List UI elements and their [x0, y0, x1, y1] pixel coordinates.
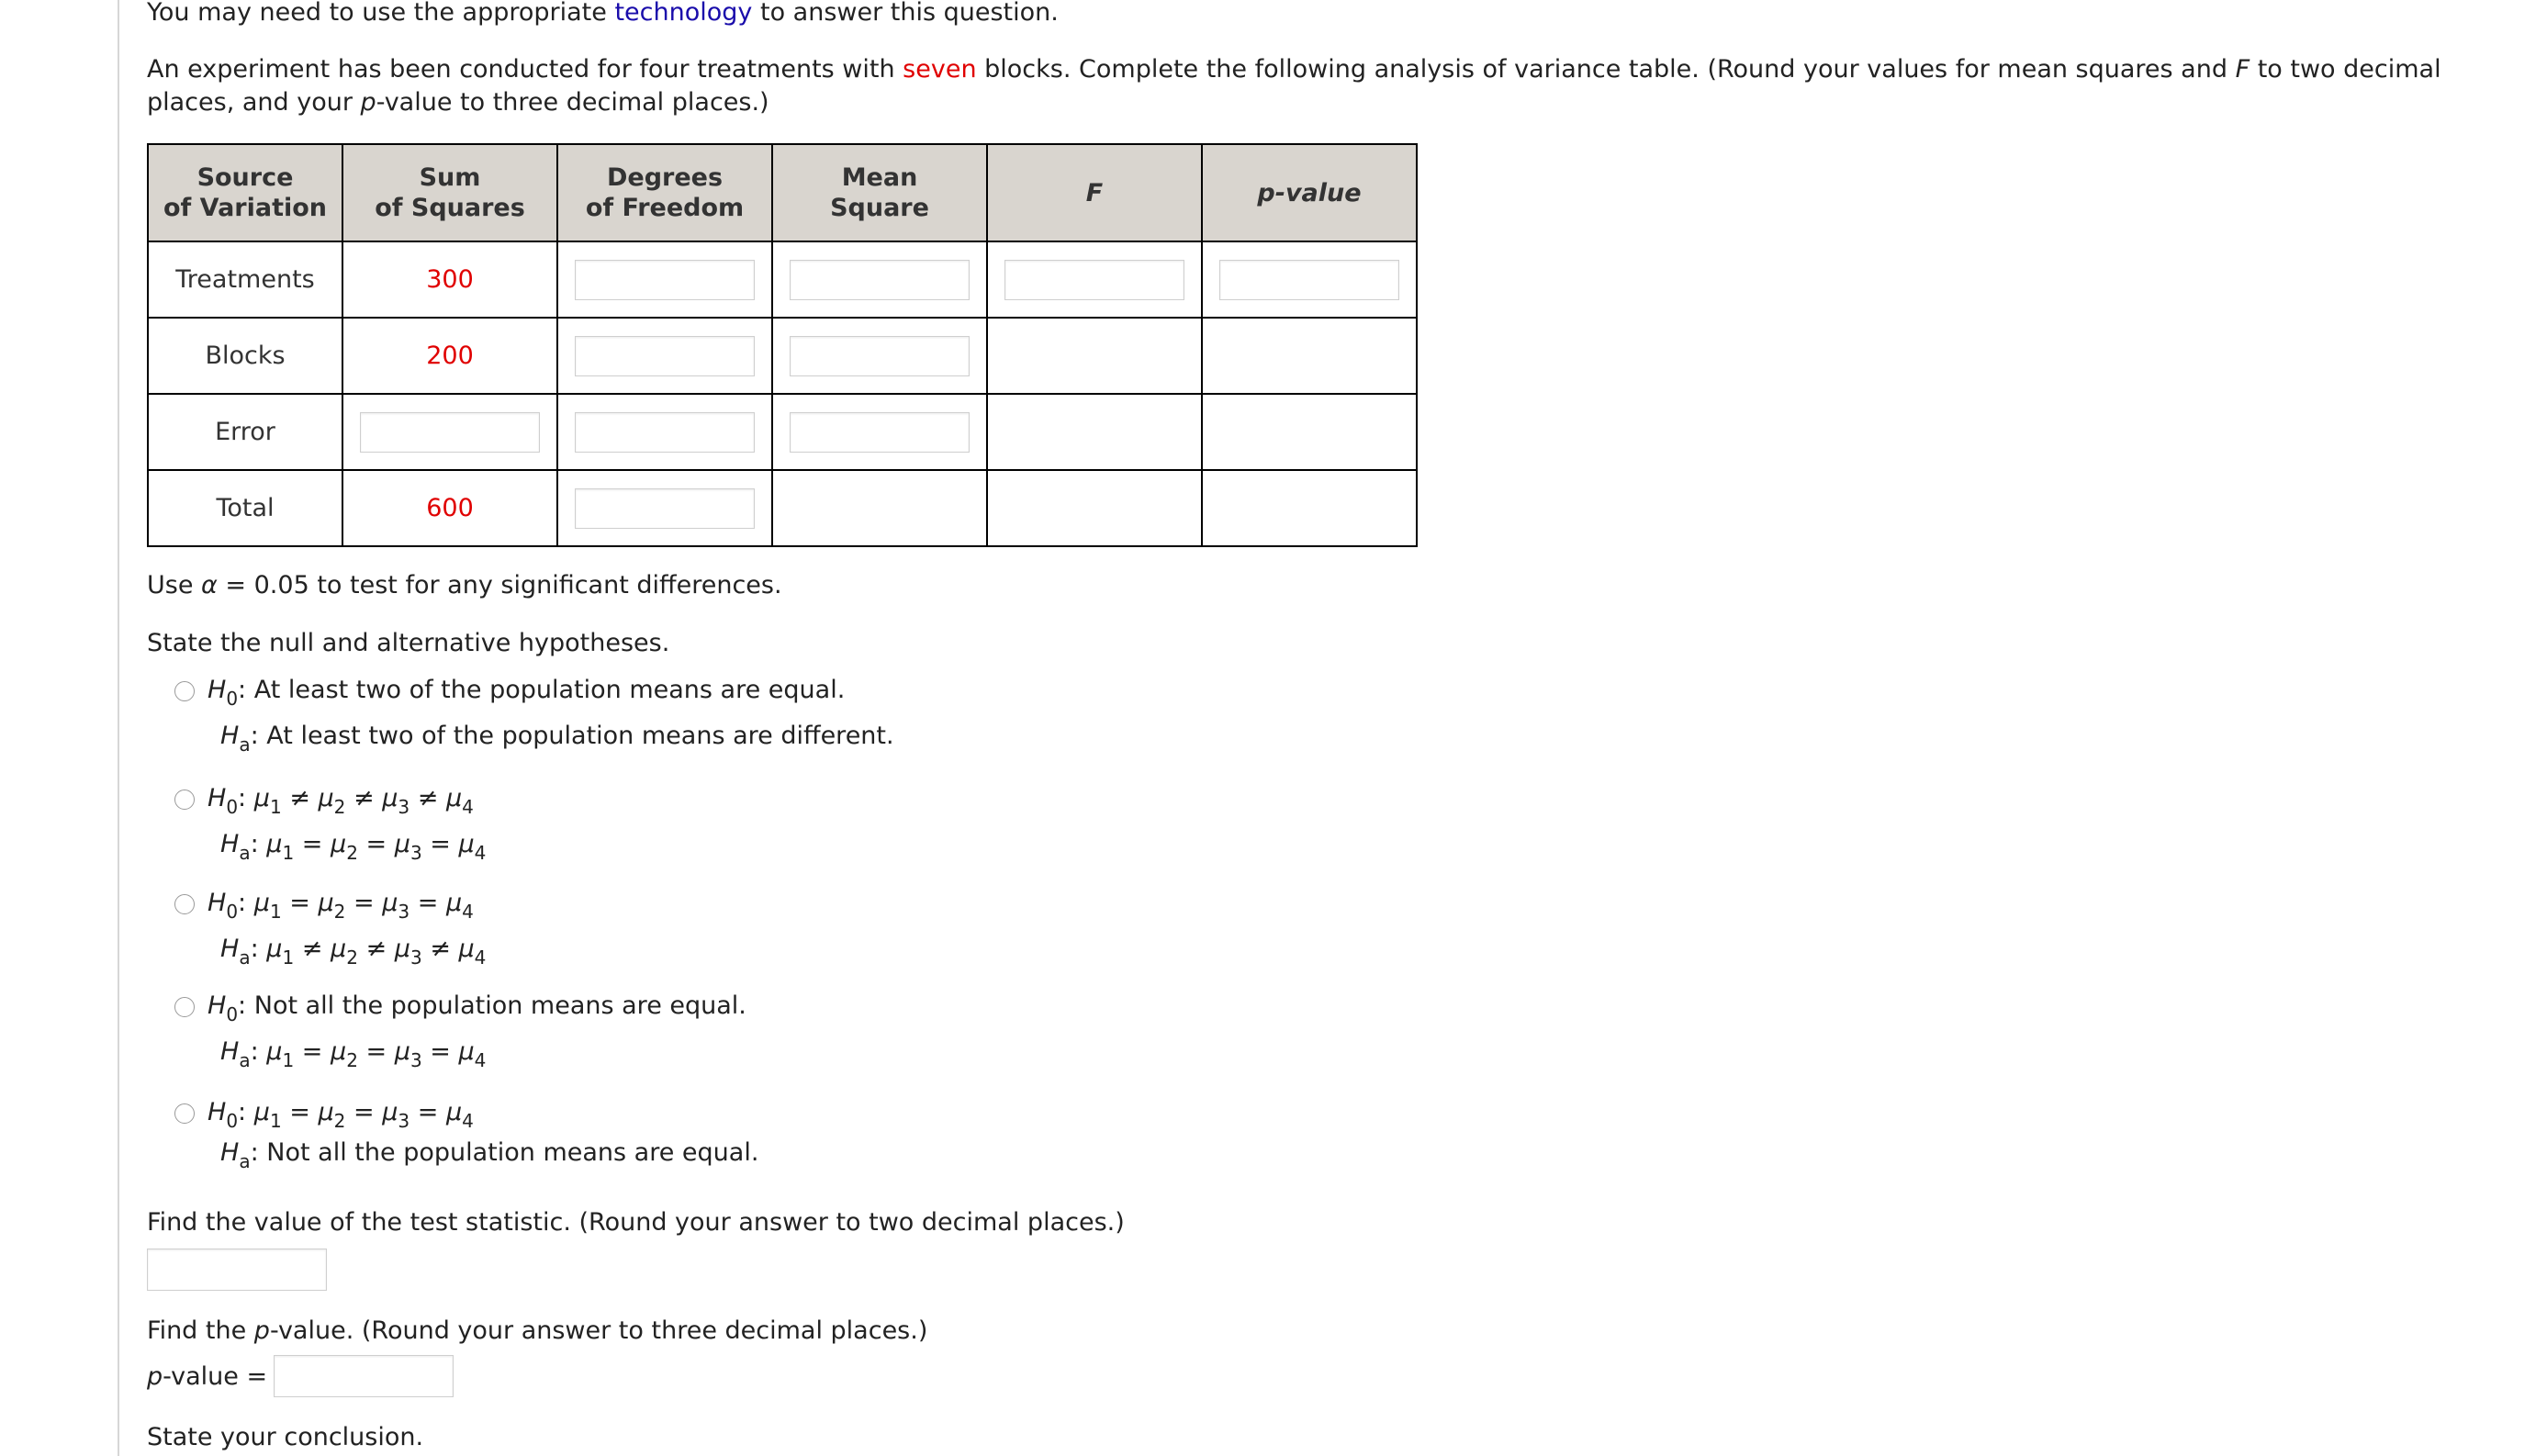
header-p-value — [1202, 144, 1417, 241]
mu-symbol: μ — [266, 1037, 283, 1066]
mu-symbol: μ — [445, 1098, 463, 1126]
alternative-hypothesis — [220, 720, 894, 756]
mu-symbol: μ — [382, 1098, 398, 1126]
radio-button[interactable] — [174, 681, 195, 701]
header-mean-square — [772, 144, 987, 241]
mu-symbol: μ — [382, 889, 398, 917]
operator: ≠ — [353, 784, 375, 812]
header-ss-line1: Sum — [419, 163, 481, 192]
radio-button[interactable] — [174, 1103, 195, 1124]
alt-sub: a — [239, 734, 251, 756]
operator: ≠ — [301, 935, 323, 963]
header-df-line2: of Freedom — [585, 194, 745, 222]
operator: = — [365, 830, 387, 858]
p-value-label — [147, 1361, 267, 1394]
alt-sub: a — [239, 842, 251, 864]
p-symbol: p — [147, 1362, 163, 1391]
prompt-text-2: blocks. Complete the following analysis of variance table. (Round your values for mean squares and — [976, 55, 2236, 84]
mu-symbol: μ — [382, 784, 398, 812]
cell — [557, 394, 772, 470]
alternative-hypothesis: $H_a$: $\mu_1 \ne \mu_2 \ne \mu_3 \ne \mu_4$ — [220, 935, 487, 969]
operator: = — [301, 830, 323, 858]
h-symbol: H — [208, 676, 227, 704]
operator: ≠ — [417, 784, 439, 812]
conclusion-prompt: State your conclusion. — [147, 1423, 424, 1451]
cell — [557, 318, 772, 394]
left-divider — [118, 0, 119, 1456]
alpha-post: = 0.05 to test for any significant differences. — [217, 571, 782, 599]
colon: : — [250, 722, 259, 750]
p-symbol: p — [253, 1316, 270, 1345]
blocks-count-highlight: seven — [903, 55, 977, 84]
header-ms-line1: Mean — [841, 163, 918, 192]
intro-text: You may need to use the appropriate — [147, 0, 615, 27]
mu-symbol: μ — [394, 935, 410, 963]
mu-symbol: μ — [445, 889, 463, 917]
alpha-pre: Use — [147, 571, 202, 599]
blocks-df-input[interactable] — [575, 336, 755, 376]
operator: = — [289, 1098, 310, 1126]
row-total — [148, 470, 1417, 546]
technology-link[interactable]: technology — [614, 0, 753, 27]
anova-table — [147, 143, 1418, 547]
mu-symbol: μ — [253, 1098, 270, 1126]
alt-sub: a — [239, 1049, 251, 1071]
mu-symbol: μ — [318, 889, 334, 917]
p-symbol: p — [360, 88, 376, 117]
technology-note — [147, 0, 1059, 29]
row-label: Error — [148, 394, 342, 470]
treatments-ss-value: 300 — [342, 241, 557, 318]
alternative-hypothesis — [220, 1137, 758, 1170]
mu-symbol: μ — [394, 830, 410, 858]
treatments-f-input[interactable] — [1004, 260, 1184, 300]
header-sum-of-squares — [342, 144, 557, 241]
header-p-label: p-value — [1257, 178, 1362, 207]
mu-symbol: μ — [458, 935, 475, 963]
operator: = — [289, 889, 310, 917]
mu-symbol: μ — [318, 1098, 334, 1126]
operator: = — [430, 1037, 451, 1066]
row-label: Total — [148, 470, 342, 546]
radio-button[interactable] — [174, 894, 195, 914]
cell — [342, 394, 557, 470]
header-df-line1: Degrees — [606, 163, 724, 192]
mu-symbol: μ — [331, 830, 347, 858]
operator: ≠ — [430, 935, 451, 963]
row-label: Blocks — [148, 318, 342, 394]
prompt-text-4: -value to three decimal places.) — [376, 88, 769, 117]
row-error — [148, 394, 1417, 470]
cell — [772, 318, 987, 394]
null-sub: 0 — [226, 1003, 239, 1025]
header-degrees-of-freedom — [557, 144, 772, 241]
cell — [772, 241, 987, 318]
mu-symbol: μ — [394, 1037, 410, 1066]
test-statistic-input[interactable] — [147, 1249, 327, 1291]
h-symbol: H — [208, 1098, 227, 1126]
error-df-input[interactable] — [575, 412, 755, 453]
colon: : — [238, 1098, 247, 1126]
colon: : — [238, 784, 247, 812]
empty-cell — [1202, 318, 1417, 394]
empty-cell — [1202, 394, 1417, 470]
empty-cell — [987, 470, 1202, 546]
mu-symbol: μ — [331, 1037, 347, 1066]
empty-cell — [987, 318, 1202, 394]
anova-header-row — [148, 144, 1417, 241]
find-p-pre: Find the — [147, 1316, 254, 1345]
mu-symbol: μ — [253, 784, 270, 812]
header-f — [987, 144, 1202, 241]
p-value-input[interactable] — [274, 1355, 454, 1397]
mu-symbol: μ — [445, 784, 463, 812]
null-hypothesis — [208, 990, 746, 1023]
h-symbol: H — [208, 784, 227, 812]
h-symbol: H — [220, 1037, 240, 1066]
error-ss-input[interactable] — [360, 412, 540, 453]
row-label: Treatments — [148, 241, 342, 318]
radio-button[interactable] — [174, 997, 195, 1017]
h-symbol: H — [208, 991, 227, 1020]
cell — [1202, 241, 1417, 318]
operator: = — [353, 889, 375, 917]
colon: : — [250, 1037, 259, 1066]
test-statistic-prompt: Find the value of the test statistic. (Round your answer to two decimal places.) — [147, 1208, 1125, 1237]
blocks-ms-input[interactable] — [790, 336, 970, 376]
prompt-text-3: to two decimal places, and your — [147, 55, 2441, 117]
alt-sub: a — [239, 946, 251, 969]
header-f-label: F — [1085, 178, 1104, 207]
cell — [557, 241, 772, 318]
alpha-statement — [147, 569, 782, 602]
mu-symbol: μ — [253, 889, 270, 917]
mu-symbol: μ — [266, 830, 283, 858]
state-hypotheses-prompt: State the null and alternative hypotheses. — [147, 629, 670, 657]
colon: : — [238, 889, 247, 917]
alpha-symbol: α — [201, 571, 218, 599]
treatments-ms-input[interactable] — [790, 260, 970, 300]
mu-symbol: μ — [266, 935, 283, 963]
header-source-line1: Source — [196, 163, 294, 192]
empty-cell — [987, 394, 1202, 470]
alternative-hypothesis: $H_a$: $\mu_1 = \mu_2 = \mu_3 = \mu_4$ — [220, 830, 487, 864]
mu-symbol: μ — [331, 935, 347, 963]
null-sub: 0 — [226, 1110, 239, 1132]
colon: : — [238, 991, 247, 1020]
operator: = — [301, 1037, 323, 1066]
alt-text: At least two of the population means are different. — [266, 722, 894, 750]
null-hypothesis: $H_0$: $\mu_1 = \mu_2 = \mu_3 = \mu_4$ — [208, 1098, 474, 1132]
treatments-df-input[interactable] — [575, 260, 755, 300]
prompt-text-1: An experiment has been conducted for four treatments with — [147, 55, 903, 84]
total-ss-value: 600 — [342, 470, 557, 546]
null-sub: 0 — [226, 796, 239, 818]
treatments-p-value-input[interactable] — [1219, 260, 1399, 300]
colon: : — [250, 830, 259, 858]
empty-cell — [772, 470, 987, 546]
mu-symbol: μ — [458, 1037, 475, 1066]
h-symbol: H — [220, 830, 240, 858]
null-hypothesis: $H_0$: $\mu_1 = \mu_2 = \mu_3 = \mu_4$ — [208, 889, 474, 923]
alternative-hypothesis: $H_a$: $\mu_1 = \mu_2 = \mu_3 = \mu_4$ — [220, 1037, 487, 1071]
operator: = — [417, 889, 439, 917]
header-source — [148, 144, 342, 241]
mu-symbol: μ — [318, 784, 334, 812]
question-prompt — [147, 53, 2525, 119]
cell — [772, 394, 987, 470]
null-hypothesis — [208, 674, 846, 710]
mu-symbol: μ — [458, 830, 475, 858]
radio-button[interactable] — [174, 790, 195, 810]
h-symbol: H — [220, 1138, 240, 1167]
error-ms-input[interactable] — [790, 412, 970, 453]
empty-cell — [1202, 470, 1417, 546]
null-hypothesis: $H_0$: $\mu_1 \ne \mu_2 \ne \mu_3 \ne \mu_4$ — [208, 784, 474, 818]
colon: : — [250, 935, 259, 963]
h-symbol: H — [220, 722, 240, 750]
colon: : — [238, 676, 247, 704]
operator: ≠ — [365, 935, 387, 963]
header-ss-line2: of Squares — [375, 194, 525, 222]
h-symbol: H — [208, 889, 227, 917]
null-sub: 0 — [226, 901, 239, 923]
alt-sub: a — [239, 1150, 251, 1172]
alt-text: Not all the population means are equal. — [266, 1138, 759, 1167]
header-source-line2: of Variation — [163, 194, 328, 222]
blocks-ss-value: 200 — [342, 318, 557, 394]
null-sub: 0 — [226, 688, 239, 710]
colon: : — [250, 1138, 259, 1167]
operator: = — [353, 1098, 375, 1126]
f-symbol: F — [2235, 55, 2250, 84]
header-ms-line2: Square — [830, 194, 929, 222]
h-symbol: H — [220, 935, 240, 963]
total-df-input[interactable] — [575, 488, 755, 529]
cell — [987, 241, 1202, 318]
operator: ≠ — [289, 784, 310, 812]
row-treatments — [148, 241, 1417, 318]
row-blocks — [148, 318, 1417, 394]
find-p-post: -value. (Round your answer to three decimal places.) — [269, 1316, 928, 1345]
operator: = — [430, 830, 451, 858]
intro-text-end: to answer this question. — [752, 0, 1059, 27]
null-text: At least two of the population means are equal. — [253, 676, 846, 704]
operator: = — [417, 1098, 439, 1126]
p-value-equals: -value = — [163, 1362, 268, 1391]
operator: = — [365, 1037, 387, 1066]
cell — [557, 470, 772, 546]
null-text: Not all the population means are equal. — [253, 991, 746, 1020]
p-value-prompt — [147, 1315, 927, 1348]
